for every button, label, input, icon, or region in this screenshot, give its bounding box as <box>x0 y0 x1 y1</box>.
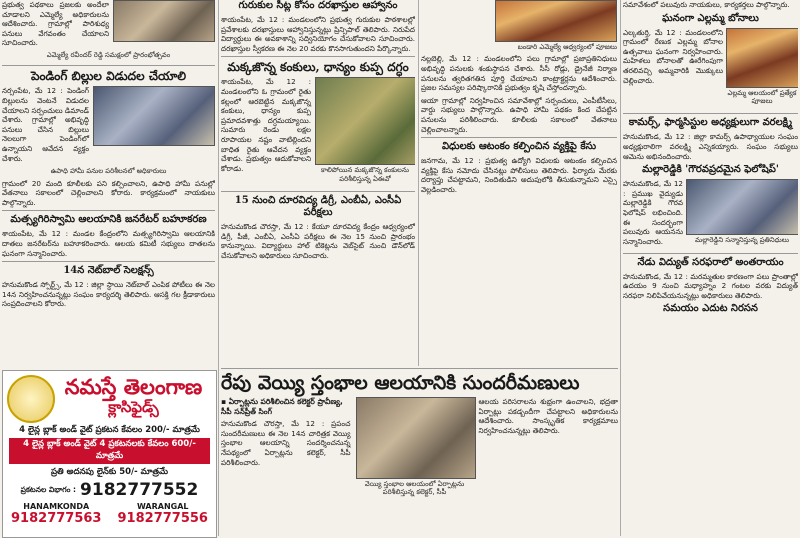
article-headline: కామర్స్, ఫార్మసిస్టుల అధ్యక్షులుగా వరలక్ష్మి <box>628 117 793 129</box>
column-4 <box>623 0 798 536</box>
article-text: హనుమకొండ చౌరస్తా, మే 12 : కేయూ దూరవిద్య కేంద్రం ఆధ్వర్యంలో డిగ్రీ, పీజీ, ఎంబీఏ, ఎంసీఏ పరీక్షలు ఈ నెల 15 నుంచి ప్రారంభం కానున్నాయి. విద్యార్థులు హాల్ టికెట్లను వెబ్‌సైట్ నుంచి డౌన్‌లోడ్ చేసుకోవాలని అధికారులు సూచించారు. <box>221 222 415 260</box>
article-headline: విధులకు ఆటంకం కల్పించిన వ్యక్తిపై కేసు <box>441 141 597 153</box>
classifieds-ad <box>2 370 217 538</box>
column-divider <box>620 0 621 536</box>
article-photo <box>686 179 798 235</box>
article-text: హనుమకొండ చౌరస్తా, మే 12 : ప్రపంచ సుందరీమణులు ఈ నెల 14న చారిత్రక వెయ్యి స్తంభాల ఆలయాన్ని సందర్శించనున్న నేపథ్యంలో ఏర్పాట్లను కలెక్టర్, సీపీ పరిశీలించారు. <box>221 419 351 467</box>
article-text: హనుమకొండ, మే 12 : మరమ్మతుల కారణంగా పలు ప్రాంతాల్లో ఉదయం 9 నుంచి మధ్యాహ్నం 2 గంటల వరకు విద్యుత్ సరఫరా నిలిపివేయనున్నట్లు అధికారులు తెలిపారు. <box>623 271 798 300</box>
article-text: హనుమకొండ, మే 12 : ప్రముఖ వైద్యుడు మల్లారెడ్డికి గౌరవ ఫెలోషిప్ లభించింది. ఈ సందర్భంగా పలువురు ఆయనను సన్మానించారు. <box>623 179 683 246</box>
article-text: శాయంపేట, మే 12 : మండలంలోని ప్రభుత్వ గురుకుల పాఠశాలల్లో ప్రవేశాలకు దరఖాస్తులు ఆహ్వానిస్తున్నట్లు ప్రిన్సిపాల్ తెలిపారు. నిరుపేద విద్యార్థులు ఈ అవకాశాన్ని సద్వినియోగం చేసుకోవాలని సూచించారు. దరఖాస్తుల స్వీకరణ ఈ నెల 20 వరకు కొనసాగుతుందని పేర్కొన్నారు. <box>221 15 415 53</box>
ad-city-1: HANAMKONDA <box>23 502 90 511</box>
ad-phone-1: 9182777563 <box>11 511 102 526</box>
article-photo <box>726 28 798 88</box>
article-headline: 14న నెట్‌బాల్ సెలక్షన్స్ <box>63 265 154 277</box>
column-divider <box>218 0 219 536</box>
article-text: సమావేశంలో పలువురు నాయకులు, కార్యకర్తలు పాల్గొన్నారు. <box>623 0 790 9</box>
article-headline: ఘనంగా ఎల్లమ్మ బోనాలు <box>662 12 759 24</box>
article-headline: 15 నుంచి దూరవిద్య డిగ్రీ, ఎంబీఏ, ఎంసీఏ పరీక్షలు <box>234 195 402 219</box>
article-photo <box>356 397 476 479</box>
highlight-bullet: ▪ ఏర్పాట్లను పరిశీలించిన కలెక్టర్ ప్రావీణ్య, సీపీ సన్‌ప్రీత్ సింగ్ <box>221 397 343 416</box>
article-text: నల్లబెల్లి, మే 12 : మండలంలోని పలు గ్రామాల్లో ప్రజాప్రతినిధులు అభివృద్ధి పనులకు శంకుస్థాపన చేశారు. సీసీ రోడ్లు, డ్రైనేజీ నిర్మాణ పనులను త్వరితగతిన పూర్తి చేయాలని కాంట్రాక్టర్లను ఆదేశించారు. ప్రజల సమస్యల పరిష్కారానికి ప్రభుత్వం కృషి చేస్తోందన్నారు. <box>421 54 617 93</box>
article-headline: మల్లారెడ్డికి 'గౌరవప్రదమైన ఫెలోషిప్' <box>642 164 779 176</box>
photo-caption: బండారి ఎమ్మెల్యే ఆధ్వర్యంలో పూజలు <box>517 43 617 51</box>
ad-offer-1: 4 లైన్ల బ్లాక్ అండ్ వైట్ ప్రకటన కేవలం 200/- మాత్రమే <box>19 425 200 435</box>
article-headline: మత్స్యగిరిస్వామి ఆలయానికి జనరేటర్ బహూకరణ <box>10 214 207 226</box>
highlight-text: సీపీ సన్‌ప్రీత్ సింగ్ <box>221 406 272 416</box>
article-text: శాయంపేట, మే 12 : మండలంలోని ఓ గ్రామంలో రైతు కల్లంలో ఆరబెట్టిన మక్కజొన్న కంకులు, ధాన్యం కుప్ప ప్రమాదవశాత్తు దగ్ధమయ్యాయి. సుమారు రెండు లక్షల రూపాయల నష్టం వాటిల్లిందని బాధిత రైతు ఆవేదన వ్యక్తం చేశాడు. ప్రభుత్వం ఆదుకోవాలని కోరాడు. <box>221 77 311 173</box>
article-text: శాయంపేట, మే 12 : మండల కేంద్రంలోని మత్స్యగిరిస్వామి ఆలయానికి దాతలు జనరేటర్‌ను బహూకరించారు. ఆలయ కమిటీ సభ్యులు దాతలను ఘనంగా సన్మానించారు. <box>2 229 215 258</box>
article-photo <box>315 77 415 165</box>
article-text: గ్రామంలో 20 మంది కూలీలకు పని కల్పించాలని, ఉపాధి హామీ పనుల్లో వేతనాలు సకాలంలో చెల్లించాలని కోరారు. కార్యక్రమంలో నాయకులు పాల్గొన్నారు. <box>2 178 215 207</box>
ad-offer-2: 4 లైన్ల బ్లాక్ అండ్ వైట్ 4 ప్రకటనలకు కేవలం 600/- మాత్రమే <box>9 438 210 464</box>
ad-offer-3: ప్రతి అదనపు లైన్‌కు 50/- మాత్రమే <box>51 467 168 477</box>
ad-contact-phone: 9182777552 <box>80 480 199 500</box>
ad-subtitle: క్లాసిఫైడ్స్ <box>108 398 159 416</box>
article-headline: పెండింగ్ బిల్లుల విడుదల చేయాలి <box>30 69 187 84</box>
photo-caption: మల్లారెడ్డిని సన్మానిస్తున్న ప్రతినిధులు <box>695 236 789 245</box>
photo-caption: ఎల్లమ్మ ఆలయంలో ప్రత్యేక పూజలు <box>727 88 797 105</box>
column-2 <box>221 0 415 366</box>
article-text: ఆలయ పరిసరాలను శుభ్రంగా ఉంచాలని, భద్రతా ఏర్పాట్లు పకడ్బందీగా చేపట్టాలని అధికారులను ఆదేశించారు. సాంస్కృతిక కార్యక్రమాలు నిర్వహించనున్నట్లు తెలిపారు. <box>478 397 618 435</box>
article-text: నర్సంపేట, మే 12 : పెండింగ్ బిల్లులను వెంటనే విడుదల చేయాలని సర్పంచులు డిమాండ్ చేశారు. గ్రామాల్లో అభివృద్ధి పనులు చేసిన బిల్లులు నెలలుగా పెండింగ్‌లో ఉన్నాయని ఆవేదన వ్యక్తం చేశారు. <box>2 86 89 163</box>
article-headline: మక్కజొన్న కంకులు, ధాన్యం కుప్ప దగ్ధం <box>227 60 409 75</box>
highlight-text: ఏర్పాట్లను పరిశీలించిన కలెక్టర్ ప్రావీణ్య, <box>228 397 343 406</box>
photo-caption: ఉపాధి హామీ పనుల పరిశీలనలో అధికారులు <box>50 167 167 176</box>
column-3 <box>421 0 617 366</box>
bottom-headline: రేపు వెయ్యి స్తంభాల ఆలయానికి సుందరీమణులు <box>221 372 580 394</box>
bottom-story <box>221 368 618 536</box>
photo-caption: వెయ్యి స్తంభాల ఆలయంలో ఏర్పాట్లను పరిశీలిస్తున్న కలెక్టర్, సీపీ <box>364 480 465 497</box>
article-text: ఆయా గ్రామాల్లో నిర్వహించిన సమావేశాల్లో సర్పంచులు, ఎంపీటీసీలు, వార్డు సభ్యులు పాల్గొన్నారు. ఉపాధి హామీ పథకం కింద చేపట్టిన పనులను పరిశీలించారు. కూలీలకు సకాలంలో వేతనాలు చెల్లించాలన్నారు. <box>421 95 617 134</box>
newspaper-seal-icon <box>7 375 55 423</box>
ad-phone-2: 9182777556 <box>117 511 208 526</box>
article-headline: సమయం ఎదుట నిరసన <box>663 303 758 315</box>
article-headline: నేడు విద్యుత్ సరఫరాలో అంతరాయం <box>637 256 784 268</box>
article-photo <box>113 0 215 42</box>
ad-city-2: WARANGAL <box>136 502 189 511</box>
article-headline: గురుకుల సీట్ల కోసం దరఖాస్తుల ఆహ్వానం <box>238 0 398 11</box>
ad-contact-label: ప్రకటనల విభాగం : <box>20 484 77 494</box>
article-text: హనుమకొండ స్పోర్ట్స్, మే 12 : జిల్లా స్థాయి నెట్‌బాల్ ఎంపిక పోటీలు ఈ నెల 14న నిర్వహించనున్నట్లు సంఘం కార్యదర్శి తెలిపారు. ఆసక్తి గల క్రీడాకారులు సంప్రదించాలని కోరారు. <box>2 280 215 309</box>
photo-caption: ఎమ్మెల్యే రవీందర్ రెడ్డి సమక్షంలో ప్రారంభోత్సవం <box>46 50 171 59</box>
article-text: ఎల్కతుర్తి, మే 12 : మండలంలోని గ్రామంలో రేణుక ఎల్లమ్మ బోనాల ఉత్సవాలు ఘనంగా నిర్వహించారు. మహిళలు బోనాలతో ఊరేగింపుగా తరలివచ్చి అమ్మవారికి మొక్కులు చెల్లించారు. <box>623 27 723 85</box>
photo-caption: కాలిపోయిన మక్కజొన్న కంకులను పరిశీలిస్తున్న ఏఈవో <box>320 166 410 183</box>
ad-title: నమస్తే తెలంగాణ <box>64 374 203 399</box>
article-text: హనుమకొండ, మే 12 : జిల్లా కామర్స్ ఉపాధ్యాయుల సంఘం అధ్యక్షురాలిగా వరలక్ష్మి ఎన్నికయ్యారు. సంఘం సభ్యులు ఆమెను అభినందించారు. <box>623 132 798 161</box>
article-text: ప్రభుత్వ పథకాలు ప్రజలకు అందేలా చూడాలని ఎమ్మెల్యే అధికారులను ఆదేశించారు. గ్రామాల్లో పారిశుధ్య పనులు వేగవంతం చేయాలని సూచించారు. <box>2 0 109 48</box>
column-divider <box>418 0 419 366</box>
article-photo <box>495 0 617 42</box>
article-photo <box>93 86 215 146</box>
article-text: జనగామ, మే 12 : ప్రభుత్వ ఉద్యోగి విధులకు ఆటంకం కల్పించిన వ్యక్తిపై కేసు నమోదు చేసినట్లు పోలీసులు తెలిపారు. ఫిర్యాదు మేరకు దర్యాప్తు చేపట్టామని, నిందితుడిని అదుపులోకి తీసుకున్నామని ఎస్సై వెల్లడించారు. <box>421 156 617 194</box>
